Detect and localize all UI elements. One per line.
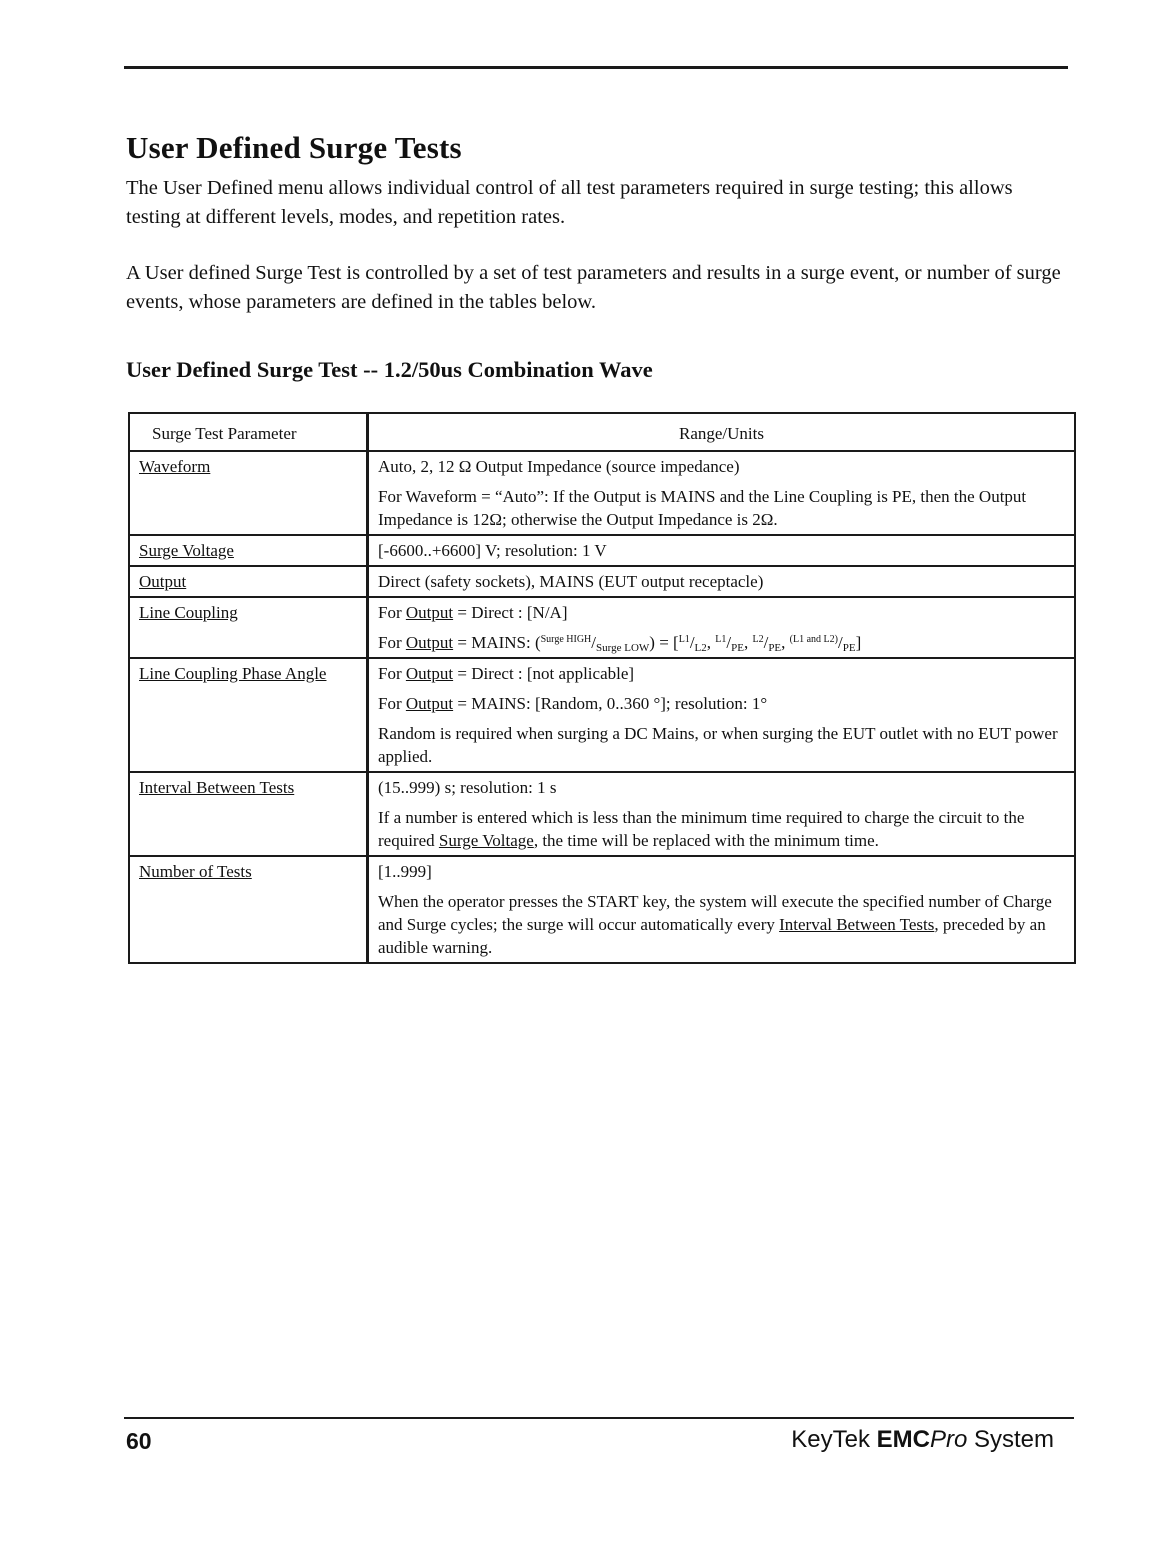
parameter-number-of-tests[interactable]: Number of Tests [139, 862, 252, 881]
table-header-row [129, 413, 1075, 451]
range-line-coupling-values: For Output = MAINS: $(^{Surge HIGH}/_{Surge LOW}) = [^{L1}/_{L2}$, $^{L1}/_{PE}$, $^{L2}/_{PE}$, $^{(L1 and L2)}/_{PE}$] [378, 633, 862, 654]
parameter-waveform[interactable]: Waveform [139, 457, 211, 476]
output-link[interactable]: Output [405, 633, 454, 652]
table-row [129, 856, 1075, 963]
range-line: For Output = Direct : [N/A] [378, 603, 568, 622]
range-cell [368, 566, 1076, 597]
range-cell [368, 451, 1076, 535]
second-paragraph: A User defined Surge Test is controlled by a set of test parameters and results in a surge event, or number of surge events, whose parameters are defined in the tables below. [126, 262, 1061, 313]
page-number: 60 [126, 1428, 152, 1454]
range-line: (15..999) s; resolution: 1 s [378, 778, 557, 797]
range-line: If a number is entered which is less than the minimum time required to charge the circuit to the required Surge Voltage, the time will be replaced with the minimum time. [378, 808, 1025, 850]
output-link[interactable]: Output [405, 694, 454, 713]
table-row [129, 451, 1075, 535]
parameter-cell [129, 597, 368, 658]
parameter-line-coupling-phase-angle[interactable]: Line Coupling Phase Angle [139, 664, 327, 683]
parameter-cell [129, 535, 368, 566]
range-line: Direct (safety sockets), MAINS (EUT output receptacle) [378, 572, 764, 591]
parameter-surge-voltage[interactable]: Surge Voltage [139, 541, 234, 560]
table-row [129, 772, 1075, 856]
parameter-output[interactable]: Output [139, 572, 187, 591]
header-range-units: Range/Units [368, 413, 1076, 451]
footer-brand: KeyTek EMCPro System [791, 1426, 1054, 1453]
range-line: Auto, 2, 12 Ω Output Impedance (source impedance) [378, 457, 740, 476]
parameter-cell [129, 451, 368, 535]
parameter-cell [129, 772, 368, 856]
range-line: For Waveform = “Auto”: If the Output is MAINS and the Line Coupling is PE, then the Output Impedance is 12Ω; otherwise the Output Impedance is 2Ω. [378, 487, 1027, 529]
parameter-interval-between-tests[interactable]: Interval Between Tests [139, 778, 295, 797]
table-title: User Defined Surge Test -- 1.2/50us Combination Wave [126, 357, 653, 382]
intro-paragraph: The User Defined menu allows individual control of all test parameters required in surge testing; this allows testing at different levels, modes, and repetition rates. [126, 177, 1013, 228]
range-line: When the operator presses the START key, the system will execute the specified number of Charge and Surge cycles; the surge will occur automatically every Interval Between Tests, preceded by an audible warning. [378, 892, 1052, 957]
bottom-rule [124, 1417, 1074, 1419]
range-cell [368, 772, 1076, 856]
top-rule [124, 66, 1068, 69]
table-row [129, 658, 1075, 772]
table-row [129, 597, 1075, 658]
range-cell [368, 535, 1076, 566]
range-cell [368, 856, 1076, 963]
parameter-cell [129, 856, 368, 963]
parameter-cell [129, 658, 368, 772]
range-cell [368, 597, 1076, 658]
section-title: User Defined Surge Tests [126, 130, 462, 165]
range-cell [368, 658, 1076, 772]
range-line: [-6600..+6600] V; resolution: 1 V [378, 541, 607, 560]
interval-between-tests-link[interactable]: Interval Between Tests [779, 915, 935, 934]
table-row [129, 535, 1075, 566]
surge-voltage-link[interactable]: Surge Voltage [438, 831, 534, 850]
range-line: For Output = MAINS: [Random, 0..360 °]; resolution: 1° [378, 694, 768, 713]
header-parameter: Surge Test Parameter [129, 413, 368, 451]
surge-parameters-table [128, 412, 1076, 964]
parameter-cell [129, 566, 368, 597]
range-line: Random is required when surging a DC Mains, or when surging the EUT outlet with no EUT power applied. [378, 724, 1058, 766]
range-line: [1..999] [378, 862, 432, 881]
table-row [129, 566, 1075, 597]
parameter-line-coupling[interactable]: Line Coupling [139, 603, 238, 622]
range-line: For Output = Direct : [not applicable] [378, 664, 635, 683]
output-link[interactable]: Output [405, 664, 454, 683]
output-link[interactable]: Output [405, 603, 454, 622]
